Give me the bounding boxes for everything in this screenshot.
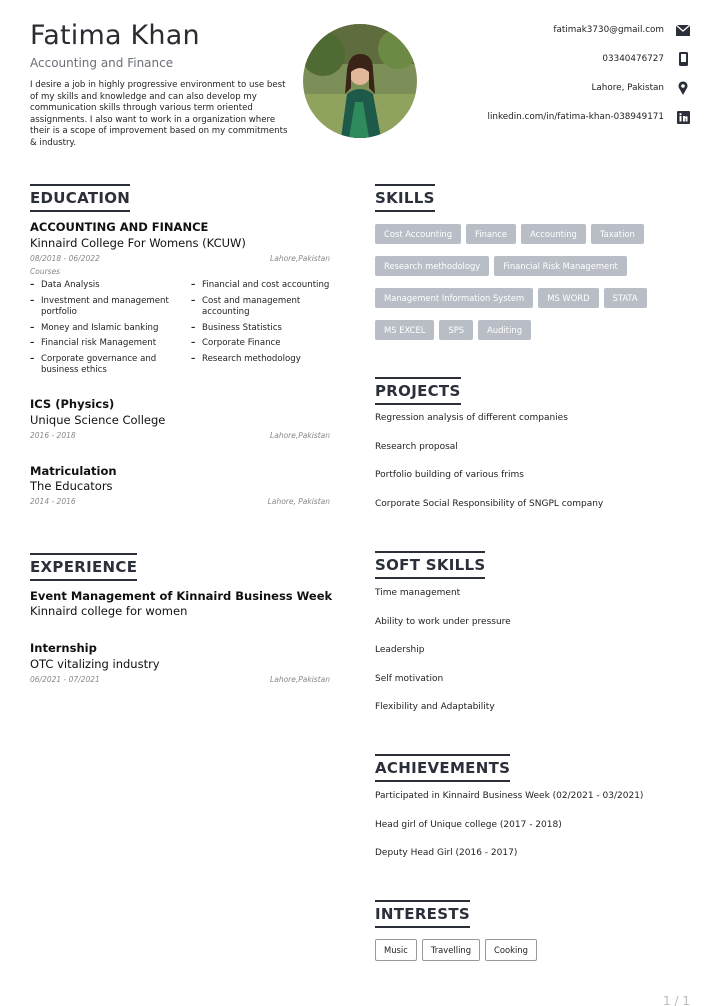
interests-heading: INTERESTS (375, 900, 470, 928)
list-item: Head girl of Unique college (2017 - 2018) (375, 819, 562, 830)
list-item: – Cost and management accounting (191, 296, 341, 319)
contact-phone[interactable] (390, 52, 690, 66)
education-dates-3: 2014 - 2016 (30, 497, 76, 506)
education-location-3: Lahore, Pakistan (267, 497, 330, 506)
projects-list (375, 413, 603, 527)
list-item: Time management (375, 588, 461, 598)
skills-tag-list (375, 222, 675, 350)
education-school-3: The Educators (30, 479, 113, 493)
list-item: – Investment and management portfolio (30, 296, 180, 319)
education-location-1: Lahore,Pakistan (270, 254, 330, 263)
courses-right-list (191, 280, 341, 369)
education-degree-3: Matriculation (30, 464, 117, 478)
courses-label: Courses (30, 267, 61, 276)
candidate-name: Fatima Khan (30, 20, 200, 51)
linkedin-text[interactable]: linkedin.com/in/fatima-khan-038949171 (487, 112, 664, 122)
phone-text[interactable]: 03340476727 (602, 54, 664, 64)
experience-role-1: Event Management of Kinnaird Business Week (30, 589, 333, 603)
experience-dates-2: 06/2021 - 07/2021 (30, 675, 100, 684)
list-item: Participated in Kinnaird Business Week (02/2021 - 03/2021) (375, 791, 644, 801)
skill-tag: MS EXCEL (375, 320, 434, 340)
list-item: Ability to work under pressure (375, 616, 511, 627)
linkedin-icon (676, 110, 690, 124)
interest-tag: Cooking (485, 939, 537, 961)
list-item: Corporate Social Responsibility of SNGPL company (375, 498, 604, 509)
education-location-2: Lahore,Pakistan (270, 431, 330, 440)
list-item: Leadership (375, 645, 425, 655)
achievements-list (375, 791, 643, 877)
experience-location-2: Lahore,Pakistan (270, 675, 330, 684)
list-item: – Data Analysis (30, 280, 180, 292)
skill-tag: Auditing (478, 320, 531, 340)
skill-tag: Cost Accounting (375, 224, 461, 244)
list-item: – Financial and cost accounting (191, 280, 341, 292)
list-item: Self motivation (375, 673, 444, 684)
list-item: Flexibility and Adaptability (375, 702, 495, 712)
skills-heading: SKILLS (375, 184, 435, 212)
location-pin-icon (676, 81, 690, 95)
skill-tag: Accounting (521, 224, 586, 244)
list-item: – Corporate governance and business ethics (30, 354, 180, 377)
contact-location (390, 81, 690, 95)
list-item: – Money and Islamic banking (30, 323, 180, 335)
location-text: Lahore, Pakistan (591, 83, 664, 93)
skill-tag: Management Information System (375, 288, 533, 308)
list-item: – Business Statistics (191, 323, 341, 335)
list-item: Regression analysis of different companies (375, 413, 568, 423)
interest-tag: Music (375, 939, 417, 961)
skill-tag: SPS (439, 320, 473, 340)
skill-tag: Research methodology (375, 256, 489, 276)
education-degree-1: ACCOUNTING AND FINANCE (30, 220, 209, 234)
phone-icon (676, 52, 690, 66)
courses-left-list (30, 280, 180, 381)
education-school-2: Unique Science College (30, 413, 166, 427)
education-heading: EDUCATION (30, 184, 130, 212)
contact-email[interactable] (390, 23, 690, 37)
summary-text: I desire a job in highly progressive environment to use best of my skills and knowledge and can also develop my communication skills through various term oriented assignments. I also want to work in a organization where their is a scope of improvement based on my commitments & industry. (30, 80, 288, 148)
skill-tag: Taxation (591, 224, 644, 244)
list-item: – Corporate Finance (191, 338, 341, 350)
candidate-title: Accounting and Finance (30, 56, 174, 70)
list-item: Deputy Head Girl (2016 - 2017) (375, 848, 518, 858)
education-dates-2: 2016 - 2018 (30, 431, 76, 440)
experience-org-1: Kinnaird college for women (30, 604, 188, 618)
interest-tag: Travelling (422, 939, 480, 961)
contact-list (390, 23, 690, 139)
skill-tag: Finance (466, 224, 516, 244)
education-school-1: Kinnaird College For Womens (KCUW) (30, 236, 246, 250)
list-item: – Research methodology (191, 354, 341, 366)
page-number: 1 / 1 (663, 994, 690, 1006)
experience-role-2: Internship (30, 641, 97, 655)
achievements-heading: ACHIEVEMENTS (375, 754, 510, 782)
email-text[interactable]: fatimak3730@gmail.com (553, 25, 664, 35)
experience-org-2: OTC vitalizing industry (30, 657, 160, 671)
skill-tag: MS WORD (538, 288, 598, 308)
list-item: – Financial risk Management (30, 338, 180, 350)
interests-tag-list (375, 938, 542, 961)
list-item: Portfolio building of various frims (375, 470, 524, 480)
soft-skills-heading: SOFT SKILLS (375, 551, 485, 579)
contact-linkedin[interactable] (390, 110, 690, 124)
education-dates-1: 08/2018 - 06/2022 (30, 254, 100, 263)
skill-tag: Financial Risk Management (494, 256, 627, 276)
skill-tag: STATA (604, 288, 647, 308)
soft-skills-list (375, 588, 511, 731)
education-degree-2: ICS (Physics) (30, 397, 115, 411)
envelope-icon (676, 23, 690, 37)
projects-heading: PROJECTS (375, 377, 461, 405)
experience-heading: EXPERIENCE (30, 553, 137, 581)
list-item: Research proposal (375, 441, 458, 452)
